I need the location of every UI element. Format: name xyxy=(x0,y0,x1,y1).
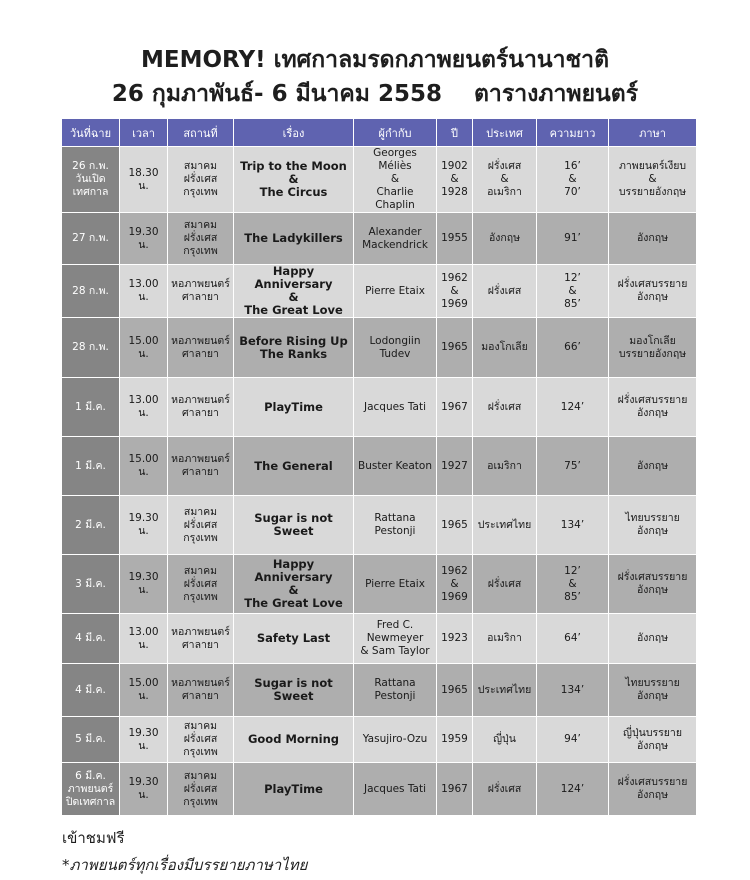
page-subtitle xyxy=(0,76,750,112)
cell-film: Safety Last xyxy=(234,614,354,664)
cell-country: ฝรั่งเศส xyxy=(473,378,537,437)
cell-length: 64’ xyxy=(537,614,609,664)
cell-time: 15.00 น. xyxy=(120,437,168,496)
col-header-venue: สถานที่ xyxy=(168,119,234,147)
cell-venue: หอภาพยนตร์ ศาลายา xyxy=(168,437,234,496)
cell-language: อังกฤษ xyxy=(609,614,697,664)
table-row xyxy=(62,213,697,265)
cell-director: Georges Méliès & Charlie Chaplin xyxy=(354,147,437,213)
table-row xyxy=(62,147,697,213)
cell-date: 4 มี.ค. xyxy=(62,614,120,664)
cell-film: Happy Anniversary & The Great Love xyxy=(234,555,354,614)
festival-dates: 26 กุมภาพันธ์- 6 มีนาคม 2558 xyxy=(111,81,442,107)
cell-language: ฝรั่งเศสบรรยาย อังกฤษ xyxy=(609,378,697,437)
cell-length: 94’ xyxy=(537,717,609,763)
cell-film: Happy Anniversary & The Great Love xyxy=(234,265,354,318)
cell-time: 13.00 น. xyxy=(120,378,168,437)
cell-venue: หอภาพยนตร์ ศาลายา xyxy=(168,378,234,437)
cell-venue: สมาคมฝรั่งเศส กรุงเทพ xyxy=(168,147,234,213)
cell-year: 1965 xyxy=(437,496,473,555)
cell-time: 15.00 น. xyxy=(120,318,168,378)
cell-year: 1967 xyxy=(437,763,473,816)
cell-language: ฝรั่งเศสบรรยาย อังกฤษ xyxy=(609,265,697,318)
col-header-time: เวลา xyxy=(120,119,168,147)
cell-country: อเมริกา xyxy=(473,437,537,496)
col-header-director: ผู้กำกับ xyxy=(354,119,437,147)
cell-language: ฝรั่งเศสบรรยาย อังกฤษ xyxy=(609,555,697,614)
cell-date: 28 ก.พ. xyxy=(62,318,120,378)
schedule-label: ตารางภาพยนตร์ xyxy=(473,81,639,107)
table-row xyxy=(62,265,697,318)
cell-country: มองโกเลีย xyxy=(473,318,537,378)
table-row xyxy=(62,614,697,664)
cell-venue: สมาคมฝรั่งเศส กรุงเทพ xyxy=(168,717,234,763)
cell-language: ฝรั่งเศสบรรยาย อังกฤษ xyxy=(609,763,697,816)
cell-venue: หอภาพยนตร์ ศาลายา xyxy=(168,664,234,717)
cell-venue: สมาคมฝรั่งเศส กรุงเทพ xyxy=(168,496,234,555)
cell-venue: หอภาพยนตร์ ศาลายา xyxy=(168,614,234,664)
cell-language: มองโกเลีย บรรยายอังกฤษ xyxy=(609,318,697,378)
cell-date: 26 ก.พ. วันเปิดเทศกาล xyxy=(62,147,120,213)
cell-director: Rattana Pestonji xyxy=(354,664,437,717)
cell-year: 1965 xyxy=(437,318,473,378)
cell-venue: สมาคมฝรั่งเศส กรุงเทพ xyxy=(168,763,234,816)
col-header-date: วันที่ฉาย xyxy=(62,119,120,147)
cell-time: 13.00 น. xyxy=(120,614,168,664)
cell-time: 19.30 น. xyxy=(120,763,168,816)
cell-time: 19.30 น. xyxy=(120,213,168,265)
col-header-year: ปี xyxy=(437,119,473,147)
cell-length: 134’ xyxy=(537,496,609,555)
cell-director: Lodongiin Tudev xyxy=(354,318,437,378)
col-header-language: ภาษา xyxy=(609,119,697,147)
cell-date: 1 มี.ค. xyxy=(62,437,120,496)
cell-time: 19.30 น. xyxy=(120,717,168,763)
cell-year: 1959 xyxy=(437,717,473,763)
cell-film: The General xyxy=(234,437,354,496)
cell-language: ไทยบรรยาย อังกฤษ xyxy=(609,496,697,555)
cell-country: ฝรั่งเศส xyxy=(473,555,537,614)
col-header-length: ความยาว xyxy=(537,119,609,147)
cell-year: 1965 xyxy=(437,664,473,717)
table-row xyxy=(62,437,697,496)
cell-date: 1 มี.ค. xyxy=(62,378,120,437)
cell-date: 28 ก.พ. xyxy=(62,265,120,318)
cell-director: Jacques Tati xyxy=(354,378,437,437)
cell-film: Sugar is not Sweet xyxy=(234,496,354,555)
cell-language: อังกฤษ xyxy=(609,213,697,265)
cell-time: 19.30 น. xyxy=(120,496,168,555)
cell-length: 12’ & 85’ xyxy=(537,265,609,318)
cell-year: 1923 xyxy=(437,614,473,664)
cell-date: 4 มี.ค. xyxy=(62,664,120,717)
table-row xyxy=(62,318,697,378)
cell-director: Jacques Tati xyxy=(354,763,437,816)
cell-director: Pierre Etaix xyxy=(354,265,437,318)
cell-time: 19.30 น. xyxy=(120,555,168,614)
table-row xyxy=(62,763,697,816)
cell-language: ภาพยนตร์เงียบ & บรรยายอังกฤษ xyxy=(609,147,697,213)
subtitle-note: *ภาพยนตร์ทุกเรื่องมีบรรยายภาษาไทย xyxy=(62,856,308,874)
cell-venue: หอภาพยนตร์ ศาลายา xyxy=(168,318,234,378)
cell-country: ฝรั่งเศส xyxy=(473,763,537,816)
cell-date: 6 มี.ค. ภาพยนตร์ ปิดเทศกาล xyxy=(62,763,120,816)
table-row xyxy=(62,717,697,763)
cell-year: 1902 & 1928 xyxy=(437,147,473,213)
table-row xyxy=(62,496,697,555)
table-row xyxy=(62,664,697,717)
cell-length: 124’ xyxy=(537,378,609,437)
cell-country: ประเทศไทย xyxy=(473,664,537,717)
cell-country: ประเทศไทย xyxy=(473,496,537,555)
table-row xyxy=(62,555,697,614)
cell-length: 66’ xyxy=(537,318,609,378)
cell-film: Before Rising Up The Ranks xyxy=(234,318,354,378)
cell-year: 1962 & 1969 xyxy=(437,265,473,318)
cell-venue: สมาคมฝรั่งเศส กรุงเทพ xyxy=(168,213,234,265)
cell-country: ฝรั่งเศส xyxy=(473,265,537,318)
table-row xyxy=(62,378,697,437)
cell-length: 12’ & 85’ xyxy=(537,555,609,614)
cell-year: 1967 xyxy=(437,378,473,437)
cell-length: 134’ xyxy=(537,664,609,717)
cell-year: 1962 & 1969 xyxy=(437,555,473,614)
cell-director: Rattana Pestonji xyxy=(354,496,437,555)
cell-date: 5 มี.ค. xyxy=(62,717,120,763)
cell-director: Alexander Mackendrick xyxy=(354,213,437,265)
cell-venue: สมาคมฝรั่งเศส กรุงเทพ xyxy=(168,555,234,614)
free-entry-note: เข้าชมฟรี xyxy=(62,829,125,847)
cell-date: 2 มี.ค. xyxy=(62,496,120,555)
cell-director: Yasujiro-Ozu xyxy=(354,717,437,763)
cell-language: ไทยบรรยาย อังกฤษ xyxy=(609,664,697,717)
cell-director: Buster Keaton xyxy=(354,437,437,496)
page-title: MEMORY! เทศกาลมรดกภาพยนตร์นานาชาติ xyxy=(140,47,610,73)
cell-length: 75’ xyxy=(537,437,609,496)
cell-length: 91’ xyxy=(537,213,609,265)
cell-language: อังกฤษ xyxy=(609,437,697,496)
cell-film: PlayTime xyxy=(234,378,354,437)
cell-year: 1955 xyxy=(437,213,473,265)
cell-film: PlayTime xyxy=(234,763,354,816)
cell-year: 1927 xyxy=(437,437,473,496)
cell-film: The Ladykillers xyxy=(234,213,354,265)
cell-country: อังกฤษ xyxy=(473,213,537,265)
cell-country: อเมริกา xyxy=(473,614,537,664)
cell-time: 18.30 น. xyxy=(120,147,168,213)
cell-time: 15.00 น. xyxy=(120,664,168,717)
cell-country: ฝรั่งเศส & อเมริกา xyxy=(473,147,537,213)
cell-time: 13.00 น. xyxy=(120,265,168,318)
cell-date: 3 มี.ค. xyxy=(62,555,120,614)
col-header-country: ประเทศ xyxy=(473,119,537,147)
cell-length: 16’ & 70’ xyxy=(537,147,609,213)
cell-venue: หอภาพยนตร์ ศาลายา xyxy=(168,265,234,318)
cell-country: ญี่ปุ่น xyxy=(473,717,537,763)
cell-film: Trip to the Moon & The Circus xyxy=(234,147,354,213)
cell-film: Good Morning xyxy=(234,717,354,763)
cell-length: 124’ xyxy=(537,763,609,816)
col-header-film: เรื่อง xyxy=(234,119,354,147)
cell-director: Fred C. Newmeyer & Sam Taylor xyxy=(354,614,437,664)
table-header-row xyxy=(62,119,697,147)
cell-language: ญี่ปุ่นบรรยาย อังกฤษ xyxy=(609,717,697,763)
cell-film: Sugar is not Sweet xyxy=(234,664,354,717)
cell-date: 27 ก.พ. xyxy=(62,213,120,265)
film-schedule-table xyxy=(61,118,697,816)
cell-director: Pierre Etaix xyxy=(354,555,437,614)
